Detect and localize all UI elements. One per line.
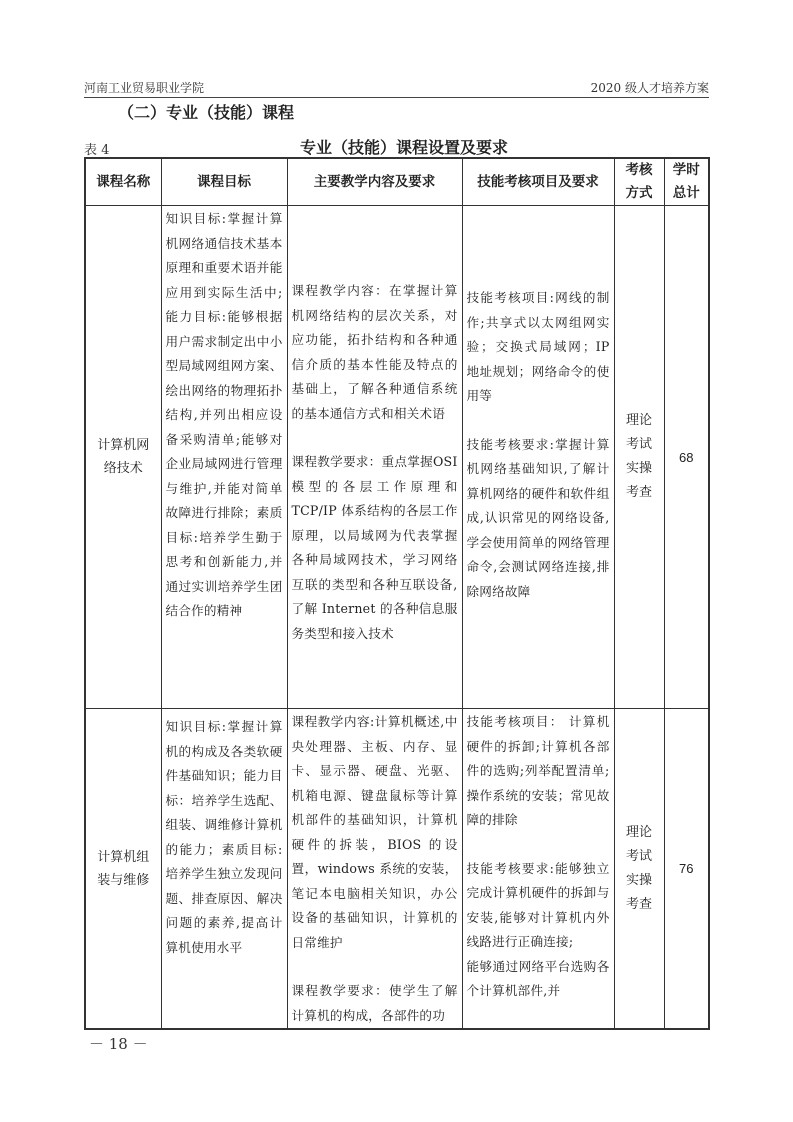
section-title: （二）专业（技能）课程: [118, 103, 295, 122]
skill-requirement: 技能考核要求:能够独立完成计算机硬件的拆卸与安装,能够对计算机内外线路进行正确连接;: [466, 860, 610, 949]
content-desc: 课程教学内容:计算机概述,中央处理器、主板、内存、显卡、显示器、硬盘、光驱、机箱电源、键盘鼠标等计算机部件的基础知识，计算机硬件的拆装，BIOS 的设置，windows 系统的安装，笔记本电脑相关知识，办公设备的基础知识，计算机的日常维护: [291, 714, 458, 950]
header-divider: [84, 97, 709, 98]
skill-assessment: [462, 206, 614, 709]
course-table: [84, 157, 710, 1030]
col-header-goal: 课程目标: [161, 158, 287, 206]
table-header-row: [85, 158, 709, 206]
skill-requirement-cont: 能够通过网络平台选购各个计算机部件,并: [466, 958, 610, 998]
content-desc: 课程教学内容：在掌握计算机网络结构的层次关系，对应功能，拓扑结构和各种通信介质的基本性能及特点的基础上，了解各种通信系统的基本通信方式和相关术语: [291, 283, 458, 421]
course-name: 计算机网络技术: [85, 206, 161, 709]
table-title: 专业（技能）课程设置及要求: [300, 138, 509, 157]
course-name: 计算机组装与维修: [85, 709, 161, 1030]
course-goal: 知识目标:掌握计算机的构成及各类软硬件基础知识；能力目标：培养学生选配、组装、调维修计算机的能力；素质目标:培养学生独立发现问题、排查原因、解决问题的素养,提高计算机使用水平: [161, 709, 287, 1030]
col-header-content: 主要教学内容及要求: [287, 158, 462, 206]
course-hours: 76: [664, 709, 709, 1030]
table-number: 表 4: [84, 143, 110, 158]
content-requirement: 课程教学要求：重点掌握OSI 模型的各层工作原理和TCP/IP 体系结构的各层工作原理，以局域网为代表掌握各种局域网技术，学习网络互联的类型和各种互联设备,了解 Internet 的各种信息服务类型和接入技术: [291, 454, 458, 641]
skill-items: 技能考核项目： 计算机硬件的拆卸;计算机各部件的选购;列举配置清单;操作系统的安装；常见故障的排除: [466, 714, 610, 827]
exam-method: 理论考试实操考查: [614, 709, 664, 1030]
skill-items: 技能考核项目:网线的制作;共享式以太网组网实验；交换式局域网；IP 地址规划；网络命令的使用等: [466, 290, 610, 403]
course-hours: 68: [664, 206, 709, 709]
col-header-exam: 考核方式: [614, 158, 664, 206]
content-requirement: 课程教学要求：使学生了解计算机的构成，各部件的功: [291, 983, 458, 1023]
header-plan: 2020 级人才培养方案: [590, 81, 709, 95]
page-number: － 18 －: [89, 1035, 148, 1053]
table-row: [85, 709, 709, 1030]
col-header-hours: 学时总计: [664, 158, 709, 206]
skill-requirement: 技能考核要求:掌握计算机网络基础知识,了解计算机网络的硬件和软件组成,认识常见的网络设备,学会使用简单的网络管理命令,会测试网络连接,排除网络故障: [466, 436, 610, 599]
col-header-name: 课程名称: [85, 158, 161, 206]
skill-assessment: [462, 709, 614, 1030]
course-content: [287, 206, 462, 709]
col-header-skill: 技能考核项目及要求: [462, 158, 614, 206]
table-row: [85, 206, 709, 709]
exam-method: 理论考试实操考查: [614, 206, 664, 709]
course-goal: 知识目标:掌握计算机网络通信技术基本原理和重要术语并能应用到实际生活中;能力目标:能够根据用户需求制定出中小型局域网组网方案、绘出网络的物理拓扑结构,并列出相应设备采购清单;能够对企业局域网进行管理与维护,并能对简单故障进行排除；素质目标:培养学生勤于思考和创新能力,并通过实训培养学生团结合作的精神: [161, 206, 287, 709]
header-institution: 河南工业贸易职业学院: [84, 81, 205, 95]
course-content: [287, 709, 462, 1030]
